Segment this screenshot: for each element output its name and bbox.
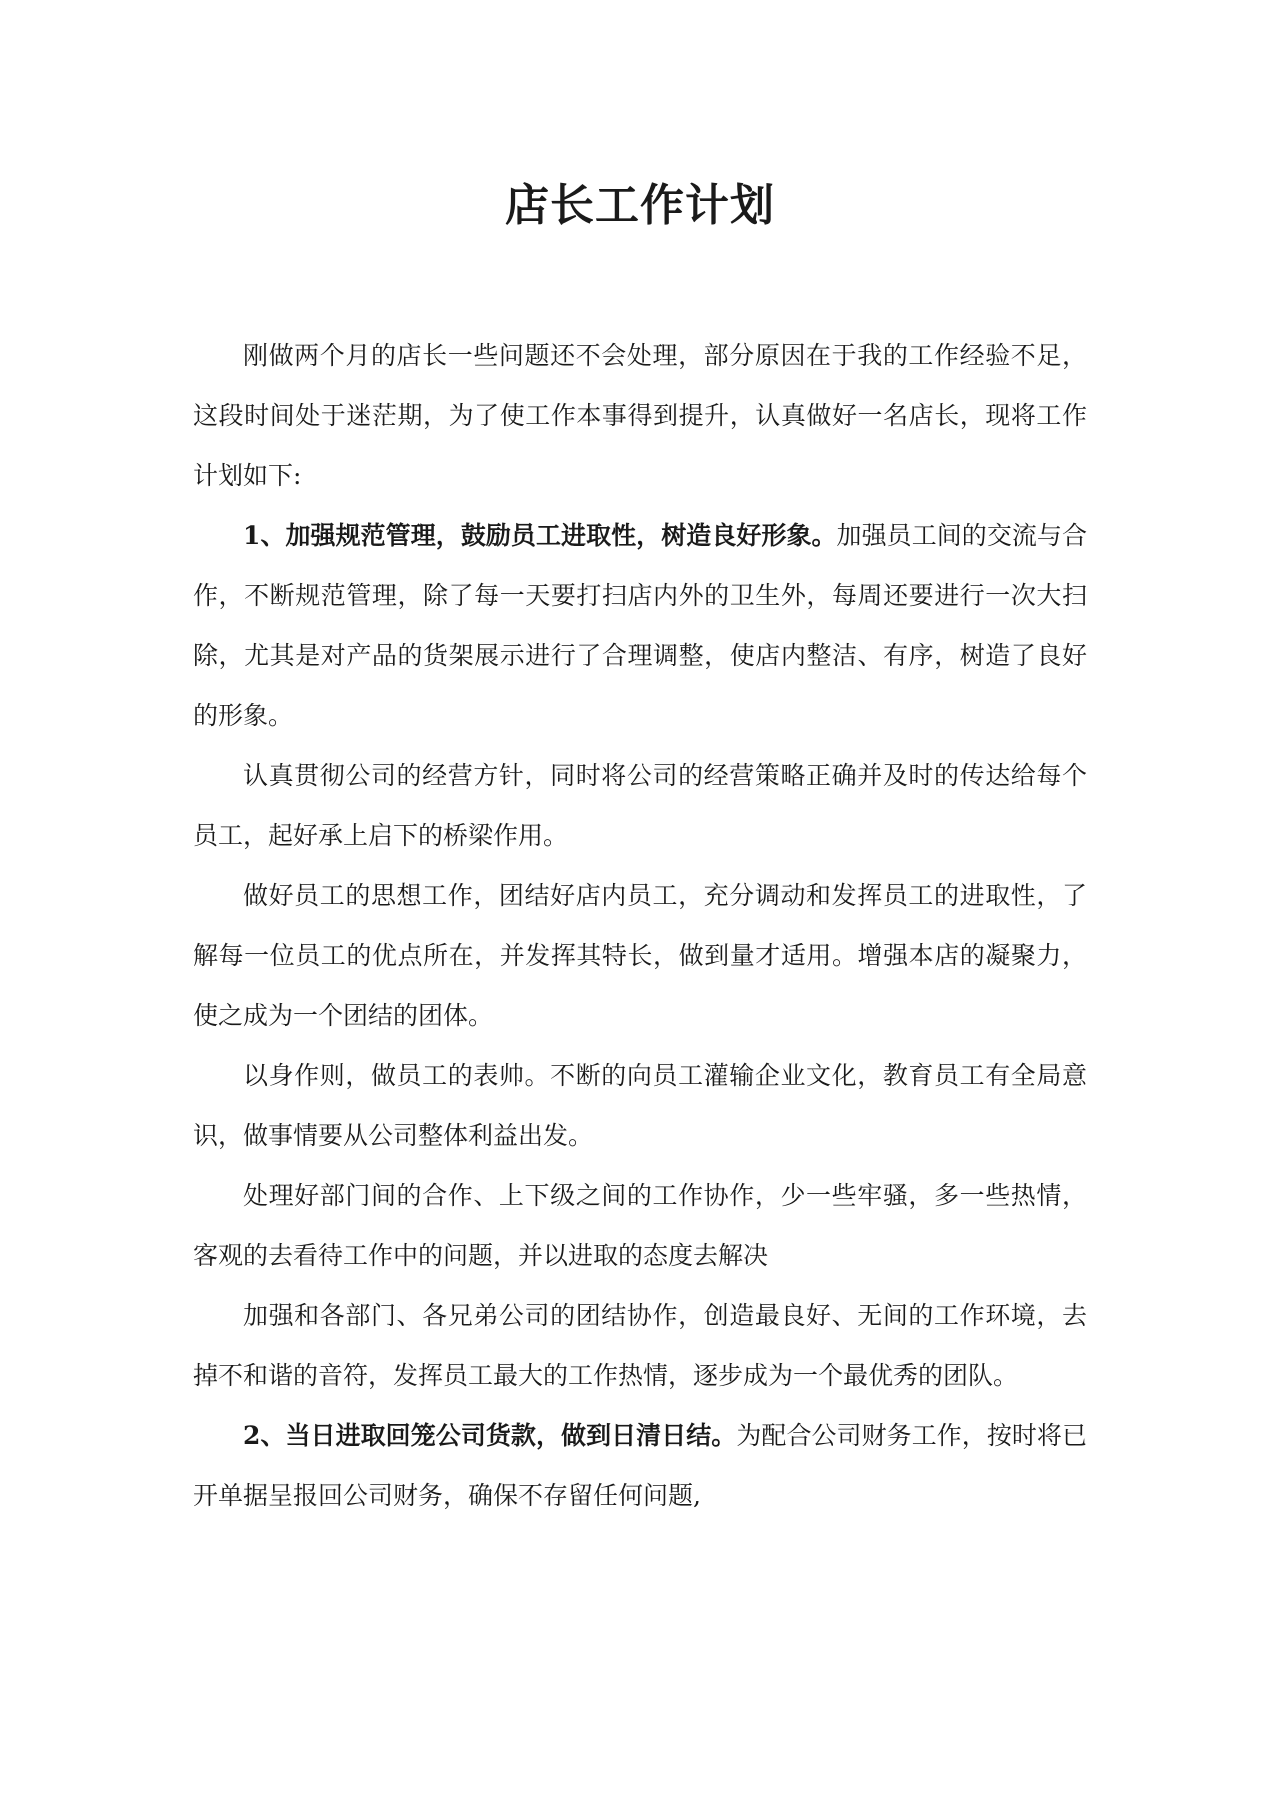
paragraph-text: 刚做两个月的店长一些问题还不会处理，部分原因在于我的工作经验不足，这段时间处于迷茫期，为了使工作本事得到提升，认真做好一名店长，现将工作计划如下: bbox=[193, 341, 1087, 490]
section-heading: 2、当日进取回笼公司货款，做到日清日结。 bbox=[243, 1421, 737, 1450]
paragraph bbox=[193, 1166, 1087, 1286]
paragraph-text: 以身作则，做员工的表帅。不断的向员工灌输企业文化，教育员工有全局意识，做事情要从公司整体利益出发。 bbox=[193, 1061, 1087, 1150]
document-body bbox=[193, 326, 1087, 1526]
paragraph-text: 做好员工的思想工作，团结好店内员工，充分调动和发挥员工的进取性，了解每一位员工的优点所在，并发挥其特长，做到量才适用。增强本店的凝聚力，使之成为一个团结的团体。 bbox=[193, 881, 1087, 1030]
paragraph bbox=[193, 1286, 1087, 1406]
paragraph bbox=[193, 866, 1087, 1046]
paragraph-section-1 bbox=[193, 506, 1087, 746]
paragraph bbox=[193, 1046, 1087, 1166]
paragraph-section-2 bbox=[193, 1406, 1087, 1526]
paragraph-intro bbox=[193, 326, 1087, 506]
paragraph-text: 认真贯彻公司的经营方针，同时将公司的经营策略正确并及时的传达给每个员工，起好承上启下的桥梁作用。 bbox=[193, 761, 1087, 850]
page-title: 店长工作计划 bbox=[505, 180, 775, 231]
paragraph-text: 处理好部门间的合作、上下级之间的工作协作，少一些牢骚，多一些热情，客观的去看待工作中的问题，并以进取的态度去解决 bbox=[193, 1181, 1087, 1270]
paragraph bbox=[193, 746, 1087, 866]
paragraph-text: 加强员工间的交流与合作，不断规范管理，除了每一天要打扫店内外的卫生外，每周还要进行一次大扫除，尤其是对产品的货架展示进行了合理调整，使店内整洁、有序，树造了良好的形象。 bbox=[193, 521, 1087, 730]
section-heading: 1、加强规范管理，鼓励员工进取性，树造良好形象。 bbox=[243, 521, 837, 550]
paragraph-text: 加强和各部门、各兄弟公司的团结协作，创造最良好、无间的工作环境，去掉不和谐的音符，发挥员工最大的工作热情，逐步成为一个最优秀的团队。 bbox=[193, 1301, 1087, 1390]
paragraph-text: 为配合公司财务工作，按时将已开单据呈报回公司财务，确保不存留任何问题, bbox=[193, 1421, 1087, 1510]
